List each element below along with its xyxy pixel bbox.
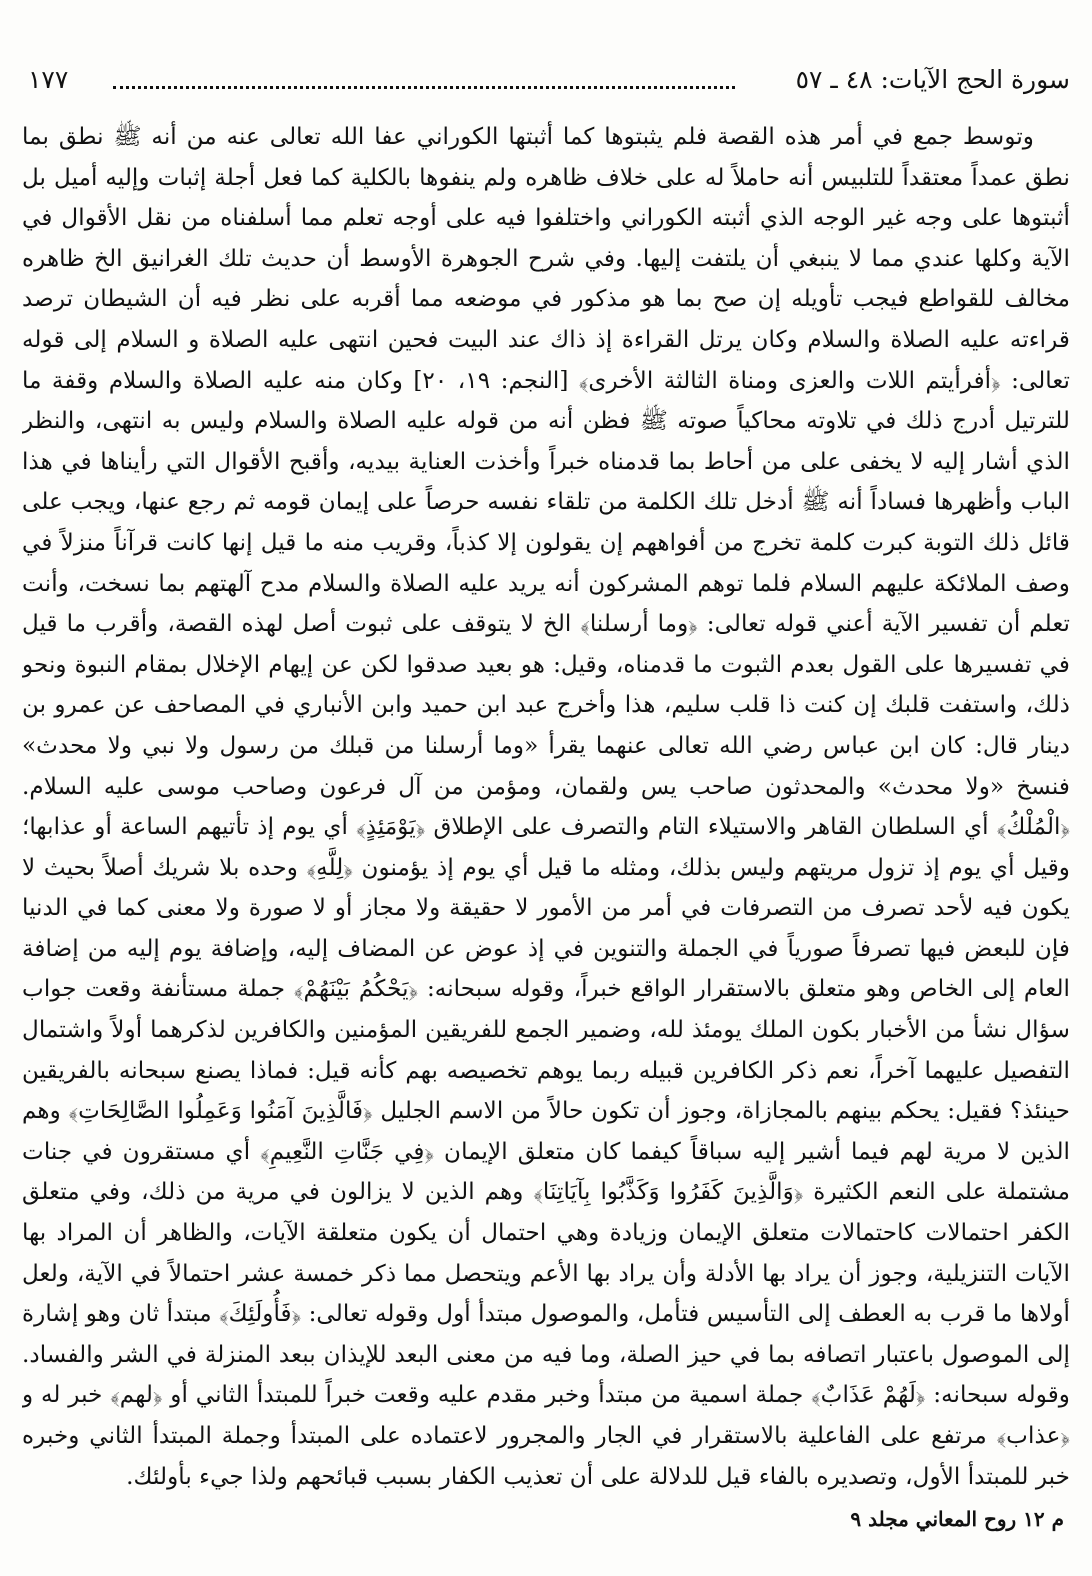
printer-signature: م ١٢ روح المعاني مجلد ٩ [850, 1507, 1064, 1531]
surah-title: سورة الحج الآيات: ٤٨ ـ ٥٧ [795, 65, 1070, 94]
paragraph: وتوسط جمع في أمر هذه القصة فلم يثبتوها كما أثبتها الكوراني عفا الله تعالى عنه من أنه ﷺ نطق بما نطق عمداً معتقداً للتلبيس أنه حاملاً له على خلاف ظاهره ولم ينفوها بالكلية كما فعل أجلة إثبات وإليه أميل بل أثبتوها على وجه غير الوجه الذي أثبته الكوراني واختلفوا فيه على أوجه تعلم مما أسلفناه من نقل الأقوال في الآية وكلها عندي مما لا ينبغي أن يلتفت إليها. وفي شرح الجوهرة الأوسط أن حديث تلك الغرانيق الخ ظاهره مخالف للقواطع فيجب تأويله إن صح بما هو مذكور في موضعه مما أقربه على نظر فيه أن الشيطان ترصد قراءته عليه الصلاة والسلام وكان يرتل القراءة إذ ذاك عند البيت فحين انتهى عليه الصلاة و السلام إلى قوله تعالى: ﴿أفرأيتم اللات والعزى ومناة الثالثة الأخرى﴾ [النجم: ١٩، ٢٠] وكان منه عليه الصلاة والسلام وقفة ما للترتيل أدرج ذلك في تلاوته محاكياً صوته ﷺ فظن أنه من قوله عليه الصلاة والسلام وليس به انتهى، والنظر الذي أشار إليه لا يخفى على من أحاط بما قدمناه خبراً وأخذت العناية بيديه، وأقبح الأقوال التي رأيناها في هذا الباب وأظهرها فساداً أنه ﷺ أدخل تلك الكلمة من تلقاء نفسه حرصاً على إيمان قومه ثم رجع عنها، ويجب على قائل ذلك التوبة كبرت كلمة تخرج من أفواههم إن يقولون إلا كذباً، وقريب منه ما قيل إنها كانت قرآناً منزلاً في وصف الملائكة عليهم السلام فلما توهم المشركون أنه يريد عليه الصلاة والسلام مدح آلهتهم بما نسخت، وأنت تعلم أن تفسير الآية أعني قوله تعالى: ﴿وما أرسلنا﴾ الخ لا يتوقف على ثبوت أصل لهذه القصة، وأقرب ما قيل في تفسيرها على القول بعدم الثبوت ما قدمناه، وقيل: هو بعيد صدقوا لكن عن إيهام الإخلال بمقام النبوة ونحو ذلك، واستفت قلبك إن كنت ذا قلب سليم، هذا وأخرج عبد ابن حميد وابن الأنباري في المصاحف عن عمرو بن دينار قال: كان ابن عباس رضي الله تعالى عنهما يقرأ «وما أرسلنا من قبلك من رسول ولا نبي ولا محدث» فنسخ «ولا محدث» والمحدثون صاحب يس ولقمان، ومؤمن من آل فرعون وصاحب موسى عليه السلام. ﴿الْمُلْكُ﴾ أي السلطان القاهر والاستيلاء التام والتصرف على الإطلاق ﴿يَوْمَئِذٍ﴾ أي يوم إذ تأتيهم الساعة أو عذابها؛ وقيل أي يوم إذ تزول مريتهم وليس بذلك، ومثله ما قيل أي يوم إذ يؤمنون ﴿لِلَّهِ﴾ وحده بلا شريك أصلاً بحيث لا يكون فيه لأحد تصرف من التصرفات في أمر من الأمور لا حقيقة ولا مجاز أو لا صورة ولا معنى كما في الدنيا فإن للبعض فيها تصرفاً صورياً في الجملة والتنوين في إذ عوض عن المضاف إليه، وإضافة يوم إليه من إضافة العام إلى الخاص وهو متعلق بالاستقرار الواقع خبراً، وقوله سبحانه: ﴿يَحْكُمُ بَيْنَهُمْ﴾ جملة مستأنفة وقعت جواب سؤال نشأ من الأخبار بكون الملك يومئذ لله، وضمير الجمع للفريقين المؤمنين والكافرين لذكرهما أولاً واشتمال التفصيل عليهما آخراً، نعم ذكر الكافرين قبيله ربما يوهم تخصيصه بهم كأنه قيل: فماذا يصنع سبحانه بالفريقين حينئذ؟ فقيل: يحكم بينهم بالمجازاة، وجوز أن تكون حالاً من الاسم الجليل ﴿فَالَّذِينَ آمَنُوا وَعَمِلُوا الصَّالِحَاتِ﴾ وهم الذين لا مرية لهم فيما أشير إليه سباقاً كيفما كان متعلق الإيمان ﴿فِي جَنَّاتِ النَّعِيمِ﴾ أي مستقرون في جنات مشتملة على النعم الكثيرة ﴿وَالَّذِينَ كَفَرُوا وَكَذَّبُوا بِآيَاتِنَا﴾ وهم الذين لا يزالون في مرية من ذلك، وفي متعلق الكفر احتمالات كاحتمالات متعلق الإيمان وزيادة وهي احتمال أن يكون متعلقة الآيات، والظاهر أن المراد بها الآيات التنزيلية، وجوز أن يراد بها الأدلة وأن يراد بها الأعم ويتحصل مما ذكر خمسة عشر احتمالاً في الآية، ولعل أولاها ما قرب به العطف إلى التأسيس فتأمل، والموصول مبتدأ أول وقوله تعالى: ﴿فَأُولَئِكَ﴾ مبتدأ ثان وهو إشارة إلى الموصول باعتبار اتصافه بما في حيز الصلة، وما فيه من معنى البعد للإيذان ببعد المنزلة في الشر والفساد. وقوله سبحانه: ﴿لَهُمْ عَذَابٌ﴾ جملة اسمية من مبتدأ وخبر مقدم عليه وقعت خبراً للمبتدأ الثاني أو ﴿لهم﴾ خبر له و ﴿عذاب﴾ مرتفع على الفاعلية بالاستقرار في الجار والمجرور لاعتماده على المبتدأ وجملة المبتدأ الثاني وخبره خبر للمبتدأ الأول، وتصديره بالفاء قيل للدلالة على أن تعذيب الكفار بسبب قبائحهم ولذا جيء بأولئك. [22, 123, 1070, 1490]
header-leader-dots [113, 64, 735, 89]
commentary-text [22, 117, 1070, 1497]
page-number: ١٧٧ [28, 65, 69, 94]
running-header [28, 60, 1070, 100]
